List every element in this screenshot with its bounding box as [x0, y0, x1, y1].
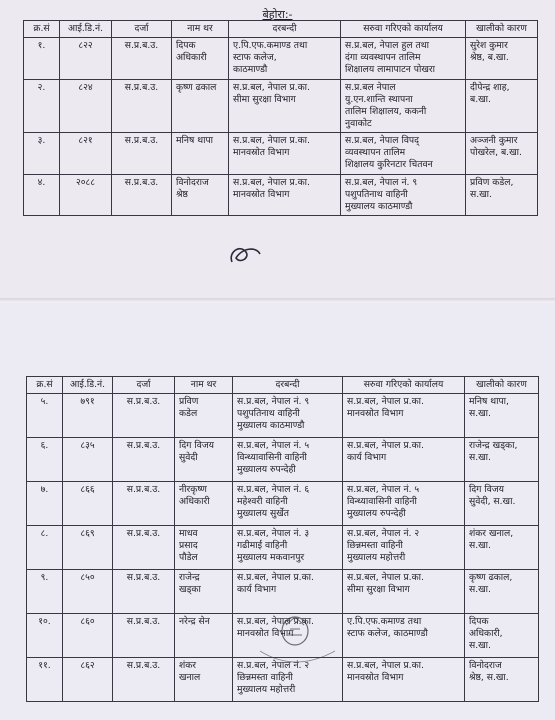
cell-id: ८६६	[63, 482, 113, 526]
cell-transferred-office: स.प्र.बल नेपाल यु.एन.शान्ति स्थापना तालिम शिक्षालय, ककनी नुवाकोट	[341, 79, 466, 133]
cell-transferred-office: स.प्र.बल, नेपाल विपद् व्यवस्थापन तालिम शिक्षालय कुरिनटार चितवन	[341, 133, 466, 174]
cell-post: स.प्र.बल, नेपाल प्र.का. मानवस्रोत विभाग	[229, 133, 341, 174]
cell-post: स.प्र.बल, नेपाल नं. ३ गढीमाई वाहिनी मुख्यालय मकवानपुर	[233, 526, 343, 570]
cell-id: ८२४	[60, 79, 112, 133]
cell-serial: ६.	[27, 438, 63, 482]
cell-name: दिग विजय सुवेदी	[175, 438, 233, 482]
header-name: नाम थर	[172, 21, 229, 38]
header-rank: दर्जा	[112, 21, 172, 38]
cell-vacancy-reason: अञ्जनी कुमार पोखरेल, ब.खा.	[466, 133, 538, 174]
cell-post: स.प्र.बल, नेपाल प्र.का. कार्य विभाग	[233, 570, 343, 614]
cell-rank: स.प्र.ब.उ.	[112, 174, 172, 215]
signature-mark	[226, 240, 266, 270]
header-serial: क्र.सं	[27, 377, 63, 394]
cell-serial: ५.	[27, 394, 63, 438]
table-row	[24, 38, 538, 79]
cell-transferred-office: स.प्र.बल, नेपाल प्र.का. सीमा सुरक्षा विभाग	[343, 570, 465, 614]
cell-rank: स.प्र.ब.उ.	[113, 438, 175, 482]
cell-serial: ३.	[24, 133, 60, 174]
cell-name: शंकर खनाल	[175, 658, 233, 702]
cell-transferred-office: स.प्र.बल, नेपाल नं. २ छिन्नमस्ता वाहिनी मुख्यालय महोत्तरी	[343, 526, 465, 570]
cell-vacancy-reason: कृष्ण ढकाल, स.खा.	[465, 570, 539, 614]
cell-serial: ७.	[27, 482, 63, 526]
header-post: दरबन्दी	[233, 377, 343, 394]
cell-name: माधव प्रसाद पौडेल	[175, 526, 233, 570]
cell-serial: ८.	[27, 526, 63, 570]
cell-vacancy-reason: प्रविण कडेल, स.खा.	[466, 174, 538, 215]
cell-vacancy-reason: विनोदराज श्रेष्ठ, स.खा.	[465, 658, 539, 702]
cell-rank: स.प्र.ब.उ.	[113, 526, 175, 570]
cell-id: ८६९	[63, 526, 113, 570]
header-id: आई.डि.नं.	[60, 21, 112, 38]
table-row	[24, 174, 538, 215]
cell-transferred-office: स.प्र.बल, नेपाल प्र.का. मानवस्रोत विभाग	[343, 658, 465, 702]
cell-post: स.प्र.बल, नेपाल प्र.का. मानवस्रोत विभाग	[229, 174, 341, 215]
cell-vacancy-reason: दीपेन्द्र शाह, ब.खा.	[466, 79, 538, 133]
cell-post: स.प्र.बल, नेपाल प्र.का. मानवस्रोत विभाग	[233, 614, 343, 658]
cell-post: ए.पि.एफ.कमाण्ड तथा स्टाफ कलेज, काठमाण्डौ	[229, 38, 341, 79]
cell-vacancy-reason: शंकर खनाल, स.खा.	[465, 526, 539, 570]
cell-id: ८३५	[63, 438, 113, 482]
cell-rank: स.प्र.ब.उ.	[113, 394, 175, 438]
header-post: दरबन्दी	[229, 21, 341, 38]
table-header-row	[27, 377, 539, 394]
cell-post: स.प्र.बल, नेपाल प्र.का. सीमा सुरक्षा विभाग	[229, 79, 341, 133]
cell-transferred-office: ए.पि.एफ.कमाण्ड तथा स्टाफ कलेज, काठमाण्डौ	[343, 614, 465, 658]
cell-rank: स.प्र.ब.उ.	[113, 658, 175, 702]
cell-transferred-office: स.प्र.बल, नेपाल नं. ९ पशुपतिनाथ वाहिनी मुख्यालय काठमाण्डौ	[341, 174, 466, 215]
table-row	[27, 658, 539, 702]
cell-name: विनोदराज श्रेष्ठ	[172, 174, 229, 215]
table-row	[27, 570, 539, 614]
cell-post: स.प्र.बल, नेपाल नं. ९ पशुपतिनाथ वाहिनी मुख्यालय काठमाण्डौ	[233, 394, 343, 438]
cell-rank: स.प्र.ब.उ.	[113, 482, 175, 526]
cell-transferred-office: स.प्र.बल, नेपाल प्र.का. मानवस्रोत विभाग	[343, 394, 465, 438]
cell-rank: स.प्र.ब.उ.	[113, 570, 175, 614]
header-id: आई.डि.नं.	[63, 377, 113, 394]
cell-name: दिपक अधिकारी	[172, 38, 229, 79]
cell-transferred-office: स.प्र.बल, नेपाल प्र.का. कार्य विभाग	[343, 438, 465, 482]
table-row	[24, 79, 538, 133]
header-rank: दर्जा	[113, 377, 175, 394]
cell-id: ७९१	[63, 394, 113, 438]
cell-transferred-office: स.प्र.बल, नेपाल नं. ५ विन्ध्यावासिनी वाहिनी मुख्यालय रुपन्देही	[343, 482, 465, 526]
cell-serial: १०.	[27, 614, 63, 658]
cell-serial: १.	[24, 38, 60, 79]
cell-name: राजेन्द्र खड्का	[175, 570, 233, 614]
cell-name: नीरकृष्ण अधिकारी	[175, 482, 233, 526]
table-row	[27, 526, 539, 570]
table-row	[27, 614, 539, 658]
cell-id: ८२१	[60, 133, 112, 174]
header-transferred-office: सरुवा गरिएको कार्यालय	[341, 21, 466, 38]
cell-rank: स.प्र.ब.उ.	[113, 614, 175, 658]
cell-vacancy-reason: दिपक अधिकारी, स.खा.	[465, 614, 539, 658]
cell-name: प्रविण कडेल	[175, 394, 233, 438]
cell-post: स.प्र.बल, नेपाल नं. ६ महेश्वरी वाहिनी मुख्यालय सुर्खेत	[233, 482, 343, 526]
cell-rank: स.प्र.ब.उ.	[112, 79, 172, 133]
table-row	[27, 394, 539, 438]
table-header-row	[24, 21, 538, 38]
cell-serial: ११.	[27, 658, 63, 702]
cell-id: ८२२	[60, 38, 112, 79]
cell-id: ८५०	[63, 570, 113, 614]
cell-vacancy-reason: राजेन्द्र खड्का, स.खा.	[465, 438, 539, 482]
table-row	[27, 438, 539, 482]
header-vacancy-reason: खालीको कारण	[466, 21, 538, 38]
table-row	[27, 482, 539, 526]
cell-rank: स.प्र.ब.उ.	[112, 38, 172, 79]
cell-name: कृष्ण ढकाल	[172, 79, 229, 133]
cell-name: नरेन्द्र सेन	[175, 614, 233, 658]
cell-id: ८६०	[63, 614, 113, 658]
transfer-table-2	[26, 376, 539, 702]
header-transferred-office: सरुवा गरिएको कार्यालय	[343, 377, 465, 394]
header-vacancy-reason: खालीको कारण	[465, 377, 539, 394]
cell-post: स.प्र.बल, नेपाल नं. २ छिन्नमस्ता वाहिनी मुख्यालय महोत्तरी	[233, 658, 343, 702]
cell-vacancy-reason: दिग विजय सुवेदी, स.खा.	[465, 482, 539, 526]
page-heading: बेहोरा:-	[262, 8, 293, 21]
cell-transferred-office: स.प्र.बल, नेपाल हुल तथा दंगा व्यवस्थापन तालिम शिक्षालय लामापाटन पोखरा	[341, 38, 466, 79]
cell-id: ८६२	[63, 658, 113, 702]
cell-id: २०८८	[60, 174, 112, 215]
table-row	[24, 133, 538, 174]
cell-vacancy-reason: सुरेश कुमार श्रेष्ठ, ब.खा.	[466, 38, 538, 79]
cell-post: स.प्र.बल, नेपाल नं. ५ विन्ध्यावासिनी वाहिनी मुख्यालय रुपन्देही	[233, 438, 343, 482]
cell-serial: २.	[24, 79, 60, 133]
cell-rank: स.प्र.ब.उ.	[112, 133, 172, 174]
header-name: नाम थर	[175, 377, 233, 394]
cell-vacancy-reason: मनिष थापा, स.खा.	[465, 394, 539, 438]
cell-name: मनिष थापा	[172, 133, 229, 174]
cell-serial: ९.	[27, 570, 63, 614]
header-serial: क्र.सं	[24, 21, 60, 38]
document-page-1	[0, 0, 555, 300]
transfer-table-1	[23, 20, 538, 216]
cell-serial: ४.	[24, 174, 60, 215]
